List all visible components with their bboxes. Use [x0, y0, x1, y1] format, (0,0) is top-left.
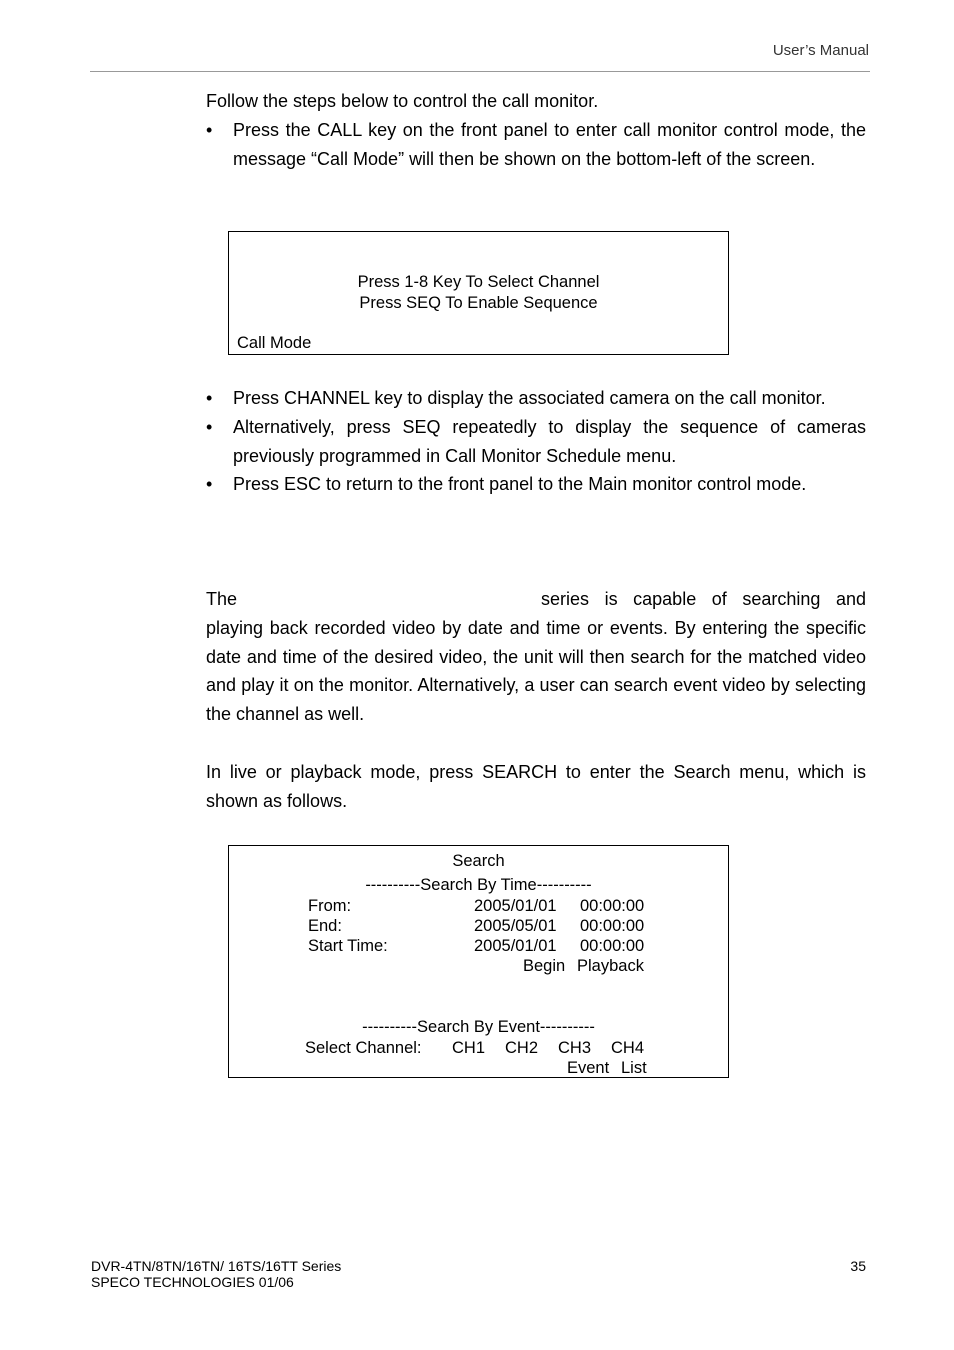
call-monitor-screen — [228, 231, 729, 355]
bullet-text: Alternatively, press SEQ repeatedly to display the sequence of cameras previously programmed in Call Monitor Schedule menu. — [233, 417, 866, 466]
from-date-field[interactable]: 2005/01/01 — [474, 897, 557, 915]
call-instruction-2: Press SEQ To Enable Sequence — [359, 294, 598, 312]
channel-option-ch4[interactable]: CH4 — [611, 1039, 645, 1057]
call-mode-label: Call Mode — [237, 334, 312, 352]
search-by-event-header: ----------Search By Event---------- — [362, 1018, 595, 1036]
bullet-item — [206, 384, 866, 413]
bullet-item — [206, 470, 866, 499]
bullet-dot-icon: • — [206, 120, 213, 140]
playback-button[interactable]: Playback — [577, 957, 644, 975]
begin-button[interactable]: Begin — [523, 957, 566, 975]
bullet-text: Press the CALL key on the front panel to enter call monitor control mode, the message “Call Mode” will then be shown on the bottom-left of the screen. — [233, 120, 866, 169]
header-divider — [90, 71, 870, 72]
list-button[interactable]: List — [621, 1059, 647, 1077]
from-label: From: — [308, 897, 352, 915]
channel-option-ch1[interactable]: CH1 — [452, 1039, 486, 1057]
search-para-the: The — [206, 589, 238, 609]
intro-text: Follow the steps below to control the call monitor. — [206, 91, 599, 111]
end-date-field[interactable]: 2005/05/01 — [474, 917, 557, 935]
header-title: User’s Manual — [772, 42, 869, 59]
bullet-text: Press CHANNEL key to display the associated camera on the call monitor. — [233, 388, 826, 408]
start-time-field[interactable]: 00:00:00 — [580, 937, 645, 955]
bullet-item — [206, 413, 866, 471]
call-instruction-1: Press 1-8 Key To Select Channel — [357, 273, 600, 291]
end-time-field[interactable]: 00:00:00 — [580, 917, 645, 935]
footer-company: SPECO TECHNOLOGIES 01/06 — [91, 1274, 294, 1290]
search-menu-title: Search — [452, 852, 505, 870]
search-menu-screen — [228, 845, 729, 1078]
select-channel-label: Select Channel: — [305, 1039, 422, 1057]
from-time-field[interactable]: 00:00:00 — [580, 897, 645, 915]
start-time-label: Start Time: — [308, 937, 388, 955]
channel-option-ch2[interactable]: CH2 — [505, 1039, 539, 1057]
search-by-time-header: ----------Search By Time---------- — [365, 876, 592, 894]
end-label: End: — [308, 917, 342, 935]
start-date-field[interactable]: 2005/01/01 — [474, 937, 557, 955]
page-number: 35 — [850, 1258, 866, 1274]
search-paragraph: series is capable of searching and playing back recorded video by date and time or events. By entering the specific date and time of the desired video, the unit will then search for the matched video and play it on the monitor. Alternatively, a user can search event video by selecting the channel as well. — [206, 589, 866, 725]
bullet-dot-icon: • — [206, 474, 213, 494]
bullet-dot-icon: • — [206, 417, 213, 437]
search-paragraph-2: In live or playback mode, press SEARCH to enter the Search menu, which is shown as follows. — [206, 762, 866, 811]
bullet-item — [206, 116, 866, 206]
bullet-dot-icon: • — [206, 388, 213, 408]
channel-option-ch3[interactable]: CH3 — [558, 1039, 592, 1057]
event-button[interactable]: Event — [567, 1059, 610, 1077]
bullet-text: Press ESC to return to the front panel to the Main monitor control mode. — [233, 474, 807, 494]
footer-model: DVR-4TN/8TN/16TN/ 16TS/16TT Series — [91, 1258, 342, 1274]
